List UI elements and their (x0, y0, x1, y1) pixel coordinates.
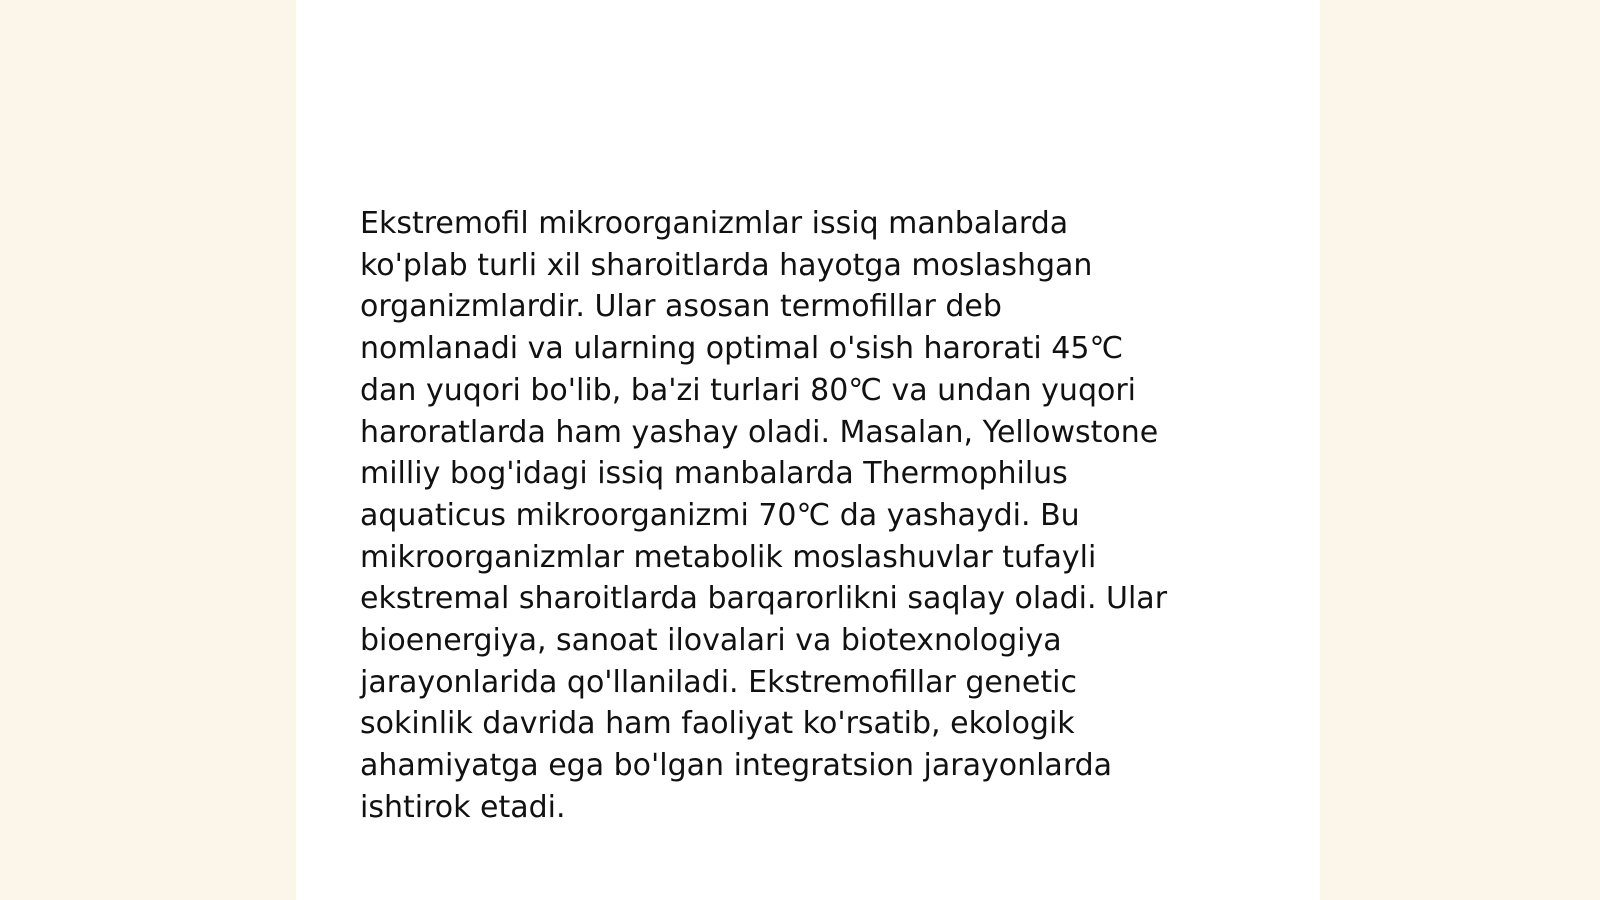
paragraph-line: aquaticus mikroorganizmi 70℃ da yashaydi. Bu (360, 497, 1080, 533)
paragraph-line: ko'plab turli xil sharoitlarda hayotga moslashgan (360, 247, 1093, 283)
paragraph-line: jarayonlarida qo'llaniladi. Ekstremofillar genetic (360, 664, 1077, 700)
paragraph-line: milliy bog'idagi issiq manbalarda Thermophilus (360, 456, 1068, 492)
body-paragraph (360, 203, 1240, 829)
paragraph-line: dan yuqori bo'lib, ba'zi turlari 80℃ va undan yuqori (360, 372, 1137, 408)
paragraph-line: organizmlardir. Ular asosan termofillar deb (360, 289, 1002, 325)
paragraph-line: nomlanadi va ularning optimal o'sish harorati 45℃ (360, 331, 1124, 367)
paragraph-line: bioenergiya, sanoat ilovalari va biotexnologiya (360, 623, 1062, 659)
paragraph-line: ishtirok etadi. (360, 789, 566, 825)
paragraph-line: haroratlarda ham yashay oladi. Masalan, Yellowstone (360, 414, 1159, 450)
paragraph-line: ekstremal sharoitlarda barqarorlikni saqlay oladi. Ular (360, 581, 1168, 617)
paragraph-line: mikroorganizmlar metabolik moslashuvlar tufayli (360, 539, 1097, 575)
paragraph-line: Ekstremofil mikroorganizmlar issiq manbalarda (360, 206, 1069, 241)
paragraph-line: ahamiyatga ega bo'lgan integratsion jarayonlarda (360, 748, 1113, 784)
paragraph-line: sokinlik davrida ham faoliyat ko'rsatib, ekologik (360, 706, 1075, 742)
document-page (296, 0, 1320, 900)
